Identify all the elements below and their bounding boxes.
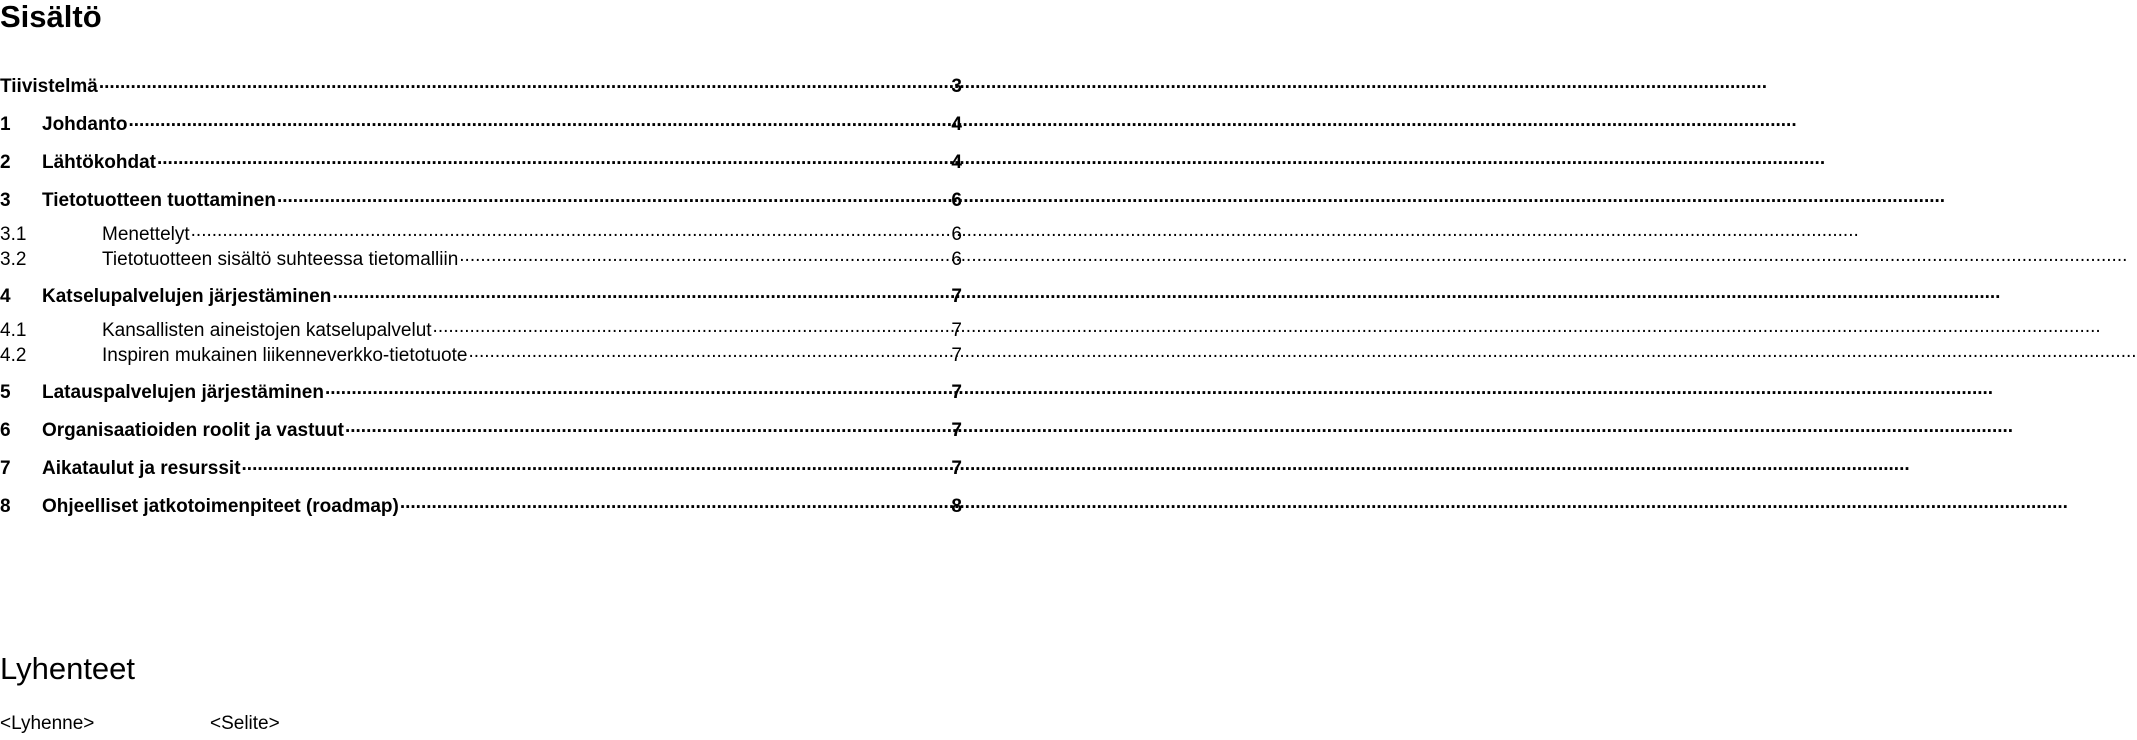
- toc-entry-3-1[interactable]: [0, 220, 962, 244]
- toc-entry-number: 3.2: [0, 249, 27, 270]
- toc-entry-text: Lähtökohdat: [42, 152, 156, 173]
- toc-entry-number: 2: [0, 152, 11, 173]
- toc-entry-text: Johdanto: [42, 114, 128, 135]
- toc-leader: [459, 245, 949, 265]
- toc-entry-number: 4: [0, 286, 11, 307]
- abbreviations-title: Lyhenteet: [0, 651, 136, 686]
- toc-leader: [157, 148, 949, 168]
- toc-leader: [191, 220, 949, 240]
- toc-entry-text: Aikataulut ja resurssit: [42, 458, 241, 479]
- toc-leader: [277, 186, 949, 206]
- toc-page-number: 8: [951, 496, 962, 517]
- toc-leader: [345, 416, 949, 436]
- toc-page-number: 7: [951, 320, 962, 341]
- toc-entry-text: Tietotuotteen tuottaminen: [42, 190, 276, 211]
- toc-entry-6[interactable]: [0, 416, 962, 440]
- explanation-column-header: <Selite>: [210, 713, 280, 734]
- toc-entry-number: 5: [0, 382, 11, 403]
- toc-entry-number: 7: [0, 458, 11, 479]
- toc-entry-text: Inspiren mukainen liikenneverkko-tietotuote: [102, 345, 468, 366]
- toc-leader: [99, 72, 949, 92]
- toc-entry-text: Menettelyt: [102, 224, 190, 245]
- toc-entry-3-2[interactable]: [0, 245, 962, 269]
- toc-entry-text: Organisaatioiden roolit ja vastuut: [42, 420, 344, 441]
- toc-entry-text: Kansallisten aineistojen katselupalvelut: [102, 320, 432, 341]
- toc-leader: [332, 282, 949, 302]
- toc-entry-abstract[interactable]: [0, 72, 962, 96]
- toc-leader: [325, 378, 949, 398]
- toc-page-number: 4: [951, 152, 962, 173]
- toc-entry-text: Katselupalvelujen järjestäminen: [42, 286, 332, 307]
- toc-leader: [400, 492, 949, 512]
- toc-entry-text: Tietotuotteen sisältö suhteessa tietomalliin: [102, 249, 459, 270]
- toc-entry-5[interactable]: [0, 378, 962, 402]
- toc-page-number: 7: [951, 458, 962, 479]
- toc-page-number: 6: [951, 224, 962, 245]
- toc-entry-4-2[interactable]: [0, 341, 962, 365]
- toc-entry-3[interactable]: [0, 186, 962, 210]
- abbreviation-column-header: <Lyhenne>: [0, 713, 95, 734]
- toc-entry-1[interactable]: [0, 110, 962, 134]
- toc-page-number: 7: [951, 420, 962, 441]
- toc-entry-8[interactable]: [0, 492, 962, 516]
- toc-page-number: 3: [951, 76, 962, 97]
- toc-leader: [129, 110, 950, 130]
- toc-page-number: 7: [951, 345, 962, 366]
- toc-leader: [242, 454, 949, 474]
- toc-page-number: 6: [951, 249, 962, 270]
- toc-entry-4-1[interactable]: [0, 316, 962, 340]
- toc-entry-number: 1: [0, 114, 11, 135]
- toc-entry-number: 3.1: [0, 224, 27, 245]
- toc-entry-text: Tiivistelmä: [0, 76, 98, 97]
- toc-page-number: 7: [951, 382, 962, 403]
- toc-entry-number: 4.1: [0, 320, 27, 341]
- toc-page-number: 6: [951, 190, 962, 211]
- page-title: Sisältö: [0, 0, 102, 34]
- toc-entry-number: 3: [0, 190, 11, 211]
- toc-entry-7[interactable]: [0, 454, 962, 478]
- toc-leader: [468, 341, 949, 361]
- toc-entry-number: 4.2: [0, 345, 27, 366]
- toc-page-number: 4: [951, 114, 962, 135]
- toc-page-number: 7: [951, 286, 962, 307]
- toc-entry-number: 6: [0, 420, 11, 441]
- toc-entry-4[interactable]: [0, 282, 962, 306]
- toc-entry-text: Latauspalvelujen järjestäminen: [42, 382, 324, 403]
- toc-entry-2[interactable]: [0, 148, 962, 172]
- toc-leader: [433, 316, 949, 336]
- toc-entry-text: Ohjeelliset jatkotoimenpiteet (roadmap): [42, 496, 399, 517]
- toc-entry-number: 8: [0, 496, 11, 517]
